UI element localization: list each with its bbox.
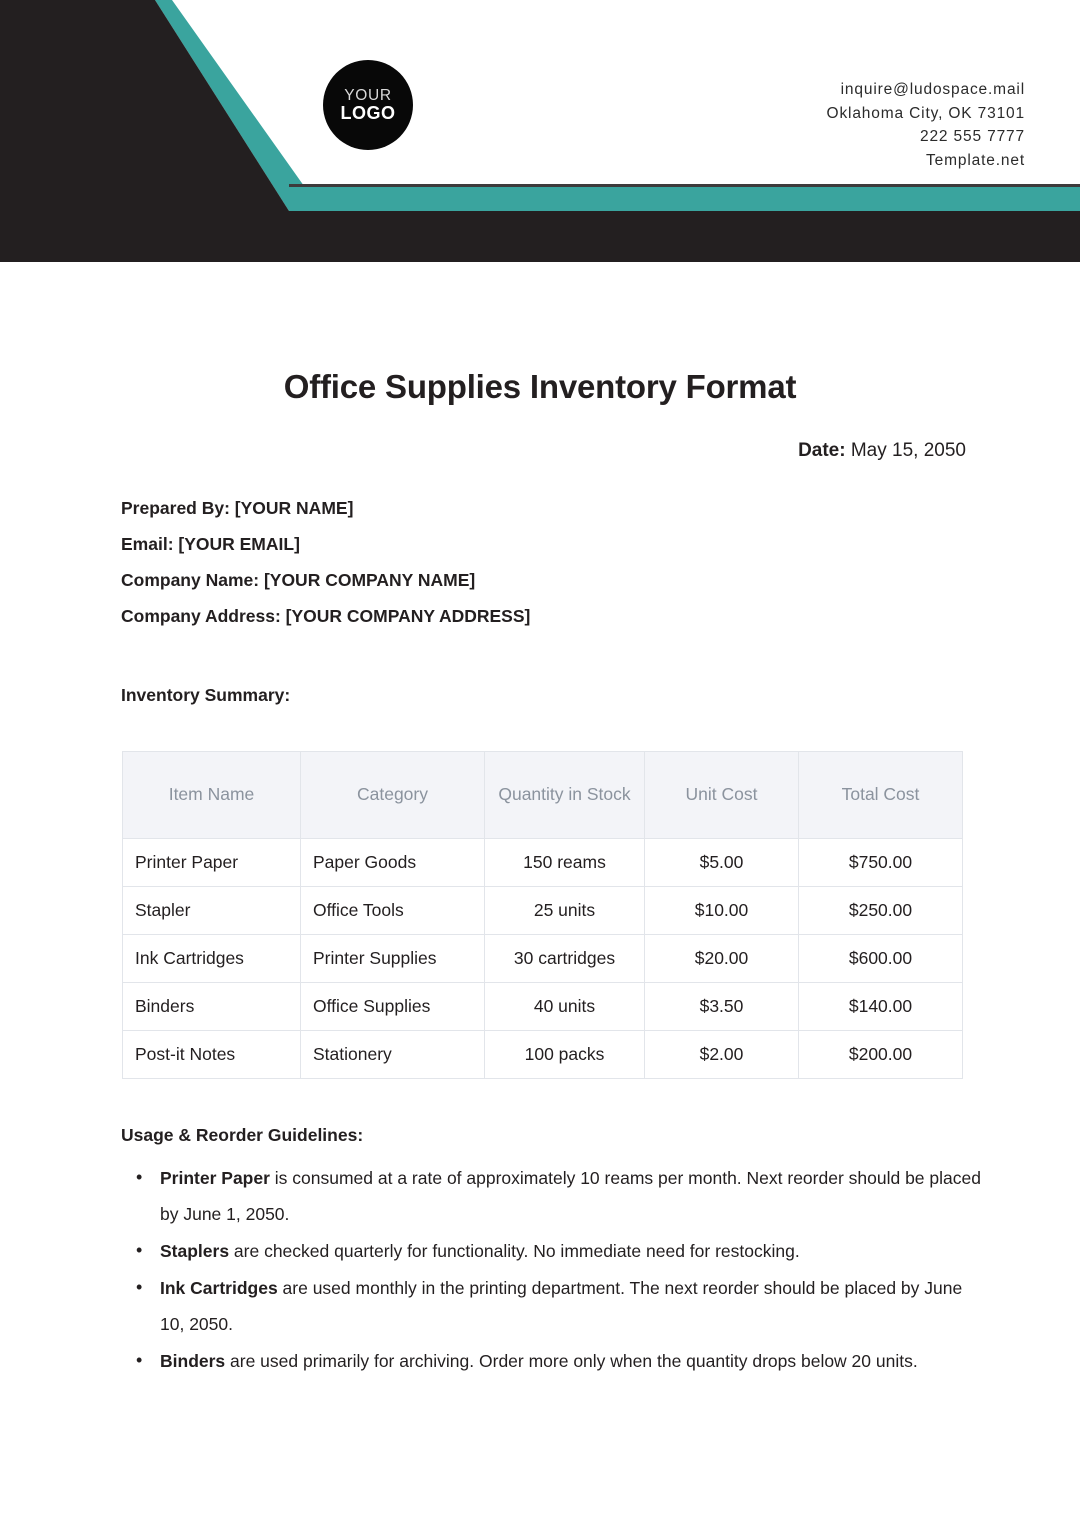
table-row — [123, 982, 963, 1030]
cell-category: Stationery — [301, 1030, 485, 1078]
list-item — [160, 1160, 984, 1232]
cell-category: Printer Supplies — [301, 934, 485, 982]
inventory-table-wrapper — [0, 706, 1080, 1079]
list-item — [160, 1270, 984, 1342]
cell-unit-cost: $2.00 — [645, 1030, 799, 1078]
cell-total-cost: $750.00 — [799, 838, 963, 886]
cell-unit-cost: $3.50 — [645, 982, 799, 1030]
cell-unit-cost: $5.00 — [645, 838, 799, 886]
cell-item-name: Stapler — [123, 886, 301, 934]
meta-email: Email: [YOUR EMAIL] — [121, 533, 300, 554]
guideline-text: are used monthly in the printing department. The next reorder should be placed by June 10, 2050. — [160, 1277, 963, 1334]
column-header-category: Category — [301, 751, 485, 838]
cell-quantity: 40 units — [485, 982, 645, 1030]
logo-text-your: YOUR — [344, 86, 392, 104]
date-value: May 15, 2050 — [850, 440, 966, 461]
guideline-text: are used primarily for archiving. Order more only when the quantity drops below 20 units. — [225, 1350, 918, 1371]
guideline-term: Ink Cartridges — [160, 1277, 278, 1298]
cell-total-cost: $250.00 — [799, 886, 963, 934]
guideline-text: is consumed at a rate of approximately 10 reams per month. Next reorder should be placed by June 1, 2050. — [160, 1167, 981, 1224]
meta-company-name: Company Name: [YOUR COMPANY NAME] — [121, 569, 476, 590]
contact-phone: 222 555 7777 — [919, 128, 1025, 146]
guidelines-label: Usage & Reorder Guidelines: — [121, 1124, 364, 1145]
table-header-row — [123, 751, 963, 838]
document-body — [0, 262, 1080, 1379]
logo-badge — [323, 60, 413, 150]
dark-bottom-band — [0, 211, 1080, 262]
table-row — [123, 1030, 963, 1078]
date-label: Date: — [798, 440, 846, 461]
guidelines-list — [0, 1146, 1080, 1379]
guideline-term: Printer Paper — [160, 1167, 270, 1188]
logo-text-logo: LOGO — [340, 102, 396, 123]
list-item — [160, 1233, 984, 1269]
document-date — [0, 406, 1080, 462]
cell-quantity: 100 packs — [485, 1030, 645, 1078]
cell-unit-cost: $20.00 — [645, 934, 799, 982]
page-title: Office Supplies Inventory Format — [283, 368, 797, 405]
cell-quantity: 30 cartridges — [485, 934, 645, 982]
meta-prepared-by: Prepared By: [YOUR NAME] — [121, 498, 354, 518]
cell-item-name: Ink Cartridges — [123, 934, 301, 982]
cell-total-cost: $140.00 — [799, 982, 963, 1030]
cell-item-name: Printer Paper — [123, 838, 301, 886]
cell-total-cost: $600.00 — [799, 934, 963, 982]
table-row — [123, 934, 963, 982]
guideline-term: Binders — [160, 1350, 226, 1371]
contact-info — [827, 78, 1025, 172]
cell-category: Office Tools — [301, 886, 485, 934]
list-item — [160, 1343, 984, 1379]
contact-website: Template.net — [926, 151, 1025, 169]
header-thin-rule — [289, 184, 1080, 187]
table-row — [123, 838, 963, 886]
cell-quantity: 25 units — [485, 886, 645, 934]
cell-quantity: 150 reams — [485, 838, 645, 886]
column-header-total-cost: Total Cost — [799, 751, 963, 838]
cell-category: Office Supplies — [301, 982, 485, 1030]
column-header-item-name: Item Name — [123, 751, 301, 838]
table-row — [123, 886, 963, 934]
page-header — [0, 0, 1080, 262]
prepared-by-block — [0, 462, 1080, 635]
column-header-unit-cost: Unit Cost — [645, 751, 799, 838]
contact-address: Oklahoma City, OK 73101 — [826, 104, 1025, 122]
guideline-text: are checked quarterly for functionality. No immediate need for restocking. — [229, 1240, 800, 1261]
inventory-table — [122, 751, 963, 1079]
cell-item-name: Post-it Notes — [123, 1030, 301, 1078]
column-header-quantity-in-stock: Quantity in Stock — [485, 751, 645, 838]
meta-company-address: Company Address: [YOUR COMPANY ADDRESS] — [121, 605, 531, 626]
inventory-summary-label: Inventory Summary: — [121, 684, 291, 705]
cell-item-name: Binders — [123, 982, 301, 1030]
cell-category: Paper Goods — [301, 838, 485, 886]
cell-unit-cost: $10.00 — [645, 886, 799, 934]
contact-email: inquire@ludospace.mail — [840, 81, 1025, 98]
cell-total-cost: $200.00 — [799, 1030, 963, 1078]
guideline-term: Staplers — [160, 1240, 230, 1261]
